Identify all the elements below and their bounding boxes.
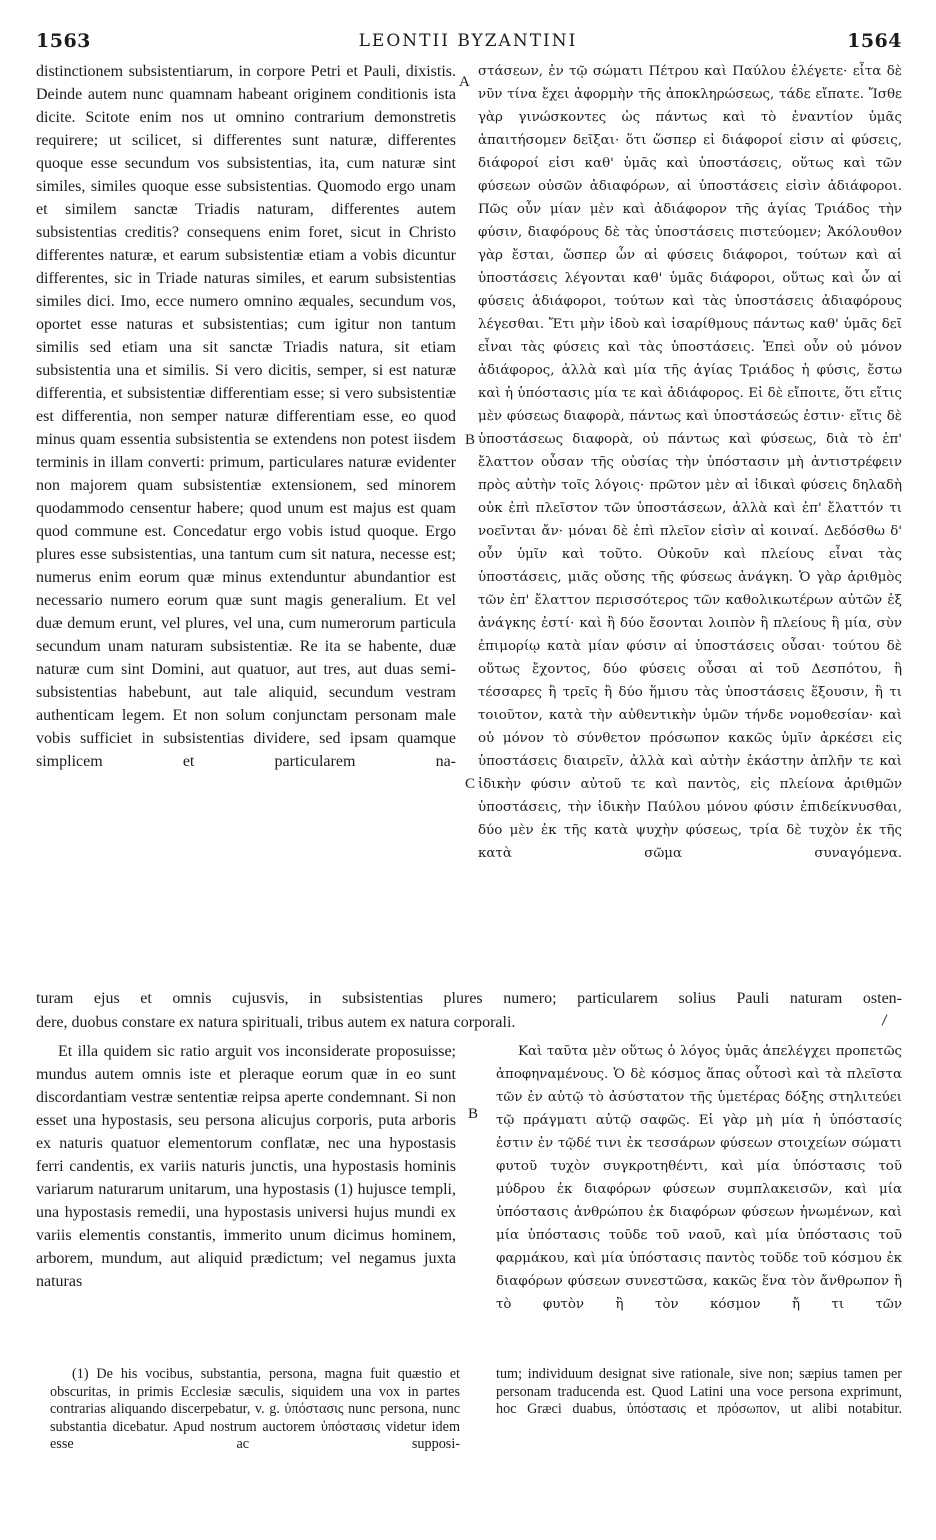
greek-column-lower: Καὶ ταῦτα μὲν οὕτως ὁ λόγος ὑμᾶς ἀπελέγχει προπετῶς ἀποφηναμένους. Ὁ δὲ κόσμος ἅπας οὗτοσὶ καὶ τὰ πλεῖστα τῶν ἐν αὐτῷ τὸ ἀσύστατον τῆς ὑμετέρας δόξης στηλιτεύει τῷ πράγματι αὐτῷ σαφῶς. Εἰ γὰρ μὴ μία ἡ ὑπόστασίς ἐστιν ἐν τῷδέ τινι ἐκ τεσσάρων φύσεων στοιχείων σώματι φυτοῦ τυχὸν συγκροτηθέντι, καὶ μία ὑπόστασις τοῦ μύδρου ἐκ διαφόρων φύσεων συμπλακεισῶν, καὶ μία ὑπόστασις ἀνθρώπου ἐκ διαφόρων φύσεων ἡνωμένων, καὶ μία ὑπόστασις τοῦδε τοῦ ναοῦ, καὶ μία ὑπόστασις τοῦ φαρμάκου, καὶ μία ὑπόστασις παντὸς τοῦδε τοῦ κόσμου ἐκ διαφόρων φύσεων συνεστῶσα, κακῶς ἕνα τὸν ἄνθρωπον ἢ τὸ φυτὸν ἢ τὸν κόσμον ἤ τι τῶν (496, 1044, 902, 1312)
latin-column-upper: distinctionem subsistentiarum, in corpore Petri et Pauli, dixistis. Deinde autem nunc quamnam habeant originem conditionis ista dicite. Scitote enim nos ut omnino contrarium demonstretis requirere; ut scilicet, si differentes sunt naturæ, differentes quoque esse secundum vos subsistentias, ita, cum naturæ sint similes, similes quoque esse subsistentias. Quomodo ergo unam et similem sanctæ Triadis naturam, differentes autem subsistentias creditis? consequens enim foret, sicut in Christo differentes naturæ, et earum subsistentiæ etiam a vobis dicuntur differentes, sic in Triade naturas similes, et earum subsistentias similes dici. Imo, ecce numero omnino æquales, secundum vos, oportet esse naturas et subsistentias; cum igitur non tantum similis sed etiam una sit sanctæ Triadis natura, sit etiam subsistentia una et similis. Si vero dicitis, semper, si est naturæ differentia, et subsistentiæ differentiam esse; si vero subsistentiæ est differentia, non semper naturæ differentiam esse, eo quod minus quam essentia subsistentia se extendens non potest iisdem terminis in illam converti: primum, particulares naturæ evidenter non majorem quam subsistentiæ extensionem, sed minorem quodammodo censentur habere; quod unum est majus est quam quod commune est. Concedatur ergo vobis istud quoque. Ergo plures esse subsistentias, una tantum cum sit natura, necesse est; numerus enim eorum quæ minus extenduntur abundantior est necessario numero eorum quæ sunt magis generalium. Et vel duæ demum erunt, vel plures, vel una, cum numerorum particula secundum unam naturam subsistentiæ. Re ita se habente, duæ naturæ cum sint Domini, aut quatuor, aut tres, aut duas semi-subsistentias habebunt, aut tale aliquid, secundum vestram authenticam legem. Et non solum conjunctam personam male vobis sufficiet in subsistentias dividere, sed ipsam quamque simplicem et particularem na- (36, 63, 456, 770)
margin-marker-c: C (465, 776, 476, 792)
left-page-number: 1563 (36, 30, 91, 52)
right-page-number: 1564 (847, 30, 902, 52)
footnote-left: (1) De his vocibus, substantia, persona, magna fuit quæstio et obscuritas, in primis Ecclesiæ sæculis, siquidem una vox in partes contrarias aliquando discerpebatur, v. g. ὑπόστασις nunc persona, nunc substantia dicebatur. Apud nostrum auctorem ὑπόστασις videtur idem esse ac supposi- (50, 1366, 460, 1452)
latin-column-lower: Et illa quidem sic ratio arguit vos inconsiderate proposuisse; mundus autem omnis iste et pleraque eorum quæ in eo sunt discordantiam vestræ sententiæ reipsa aperte condemnant. Si non esset una hypostasis, seu persona alicujus corporis, puta arboris ex naturis quatuor elementorum conflatæ, nec una hypostasis ferri candentis, ex variis naturis junctis, una hypostasis hominis variarum naturarum unitarum, una hypostasis (1) hujusce templi, una hypostasis remedii, una hypostasis universi hujus mundi ex variis elementis constantis, immerito unum dicimus hominem, arborem, mundum, aut aliquid prædictum; vel negamus juxta naturas (36, 1043, 456, 1290)
margin-marker-a: A (459, 74, 470, 90)
greek-column-upper: στάσεων, ἐν τῷ σώματι Πέτρου καὶ Παύλου ἐλέγετε· εἶτα δὲ νῦν τίνα ἔχει ἀφορμὴν τῆς ἀποκληρώσεως, τάδε εἴπατε. Ἴσθε γὰρ γινώσκοντες ὡς πάντως καὶ τὸ ἐναντίον ὑμᾶς ἀπαιτήσομεν δεῖξαι· ὅτι ὥσπερ εἰ διάφοροί εἰσιν αἱ φύσεις, διάφοροί εἰσι καθ' ὑμᾶς καὶ ὑποστάσεις, οὕτως καὶ τῶν φύσεων οὐσῶν ἀδιαφόρων, αἱ ὑποστάσεις εἰσὶν ἀδιάφοροι. Πῶς οὖν μίαν μὲν καὶ ἀδιάφορον τῆς ἁγίας Τριάδος τὴν φύσιν, διαφόρους δὲ τὰς ὑποστάσεις πιστεύομεν; Ἀκόλουθον γὰρ ἔσται, ὥσπερ ὧν αἱ φύσεις διάφοροι, τούτων καὶ αἱ ὑποστάσεις λέγονται καθ' ὑμᾶς διάφοροι, οὕτως καὶ ὧν αἱ φύσεις ἀδιάφοροι, τούτων καὶ τὰς ὑποστάσεις ἀδιαφόρους λέγεσθαι. Ἔτι μὴν ἰδοὺ καὶ ἰσαρίθμους πάντως καθ' ὑμᾶς δεῖ εἶναι τὰς φύσεις καὶ τὰς ὑποστάσεις. Ἐπεὶ οὖν οὐ μόνον ἀδιάφορος, ἀλλὰ καὶ μία τῆς ἁγίας Τριάδος ἡ φύσις, ἔστω καὶ ἡ ὑπόστασις μία τε καὶ ἀδιάφορος. Εἰ δὲ εἴποιτε, ὅτι εἴτις μὲν φύσεως διαφορὰ, πάντως καὶ ὑποστάσεώς ἐστιν· εἴτις δὲ ὑποστάσεως διαφορὰ, οὐ πάντως καὶ φύσεως, διὰ τὸ ἐπ' ἔλαττον οὖσαν τῆς οὐσίας τὴν ὑπόστασιν μὴ ἀντιστρέφειν πρὸς αὐτὴν τοῖς λόγοις· πρῶτον μὲν αἱ ἰδικαὶ φύσεις δηλαδὴ οὐκ ἐπὶ πλεῖστον τῶν ὑποστάσεων, ἀλλὰ καὶ ἐπ' ἔλαττόν τι νοεῖνται ἄν· μόναι δὲ ἐπὶ πλεῖον εἰσὶν αἱ κοιναί. Δεδόσθω δ' οὖν ὑμῖν καὶ τοῦτο. Οὐκοῦν καὶ πλείους εἶναι τὰς ὑποστάσεις, μιᾶς οὔσης τῆς φύσεως ἀνάγκη. Ὁ γὰρ ἀριθμὸς τῶν ἐπ' ἔλαττον περισσότερος τῶν καθολικωτέρων αὐτῶν ἐξ ἀνάγκης ἐστί· καὶ ἢ δύο ἔσονται λοιπὸν ἢ πλείους ἢ μία, σὺν ἐπιμορίῳ κατὰ μίαν φύσιν αἱ ὑποστάσεις οὖσαι· τούτου δὲ οὕτως ἔχοντος, δύο φύσεις οὖσαι αἱ τοῦ Δεσπότου, ἢ τέσσαρες ἢ τρεῖς ἢ δύο ἥμισυ τὰς ὑποστάσεις ἕξουσιν, ἢ τι τοιοῦτον, κατὰ τὴν αὐθεντικὴν ὑμῶν τήνδε νομοθεσίαν· καὶ οὐ μόνον τὸ σύνθετον πρόσωπον κακῶς ὑμῖν ἀρκέσει εἰς ὑποστάσεις διαιρεῖν, ἀλλὰ καὶ αὐτὴν ἑκάστην ἁπλῆν τε καὶ ἰδικὴν φύσιν αὐτοῦ τε καὶ παντὸς, εἰς πλείονα ἀριθμῶν ὑποστάσεις, τὴν ἰδικὴν Παύλου μόνου φύσιν ἐπιδείκνυσθαι, δύο μὲν ἐκ τῆς κατὰ ψυχὴν φύσεως, τρία δὲ τυχὸν ἐκ τῆς κατὰ σῶμα συναγόμενα. (478, 64, 902, 861)
full-width-line-2: dere, duobus constare ex natura spirituali, tribus autem ex natura corporali. (36, 1014, 516, 1031)
margin-marker-b: B (465, 432, 476, 448)
margin-marker-b-lower: B (468, 1106, 479, 1122)
running-title: LEONTII BYZANTINI (358, 31, 578, 51)
full-width-line-1: turam ejus et omnis cujusvis, in subsistentias plures numero; particularem solius Pauli naturam osten- (36, 990, 902, 1007)
footnote-right: tum; individuum designat sive rationale, sive non; sæpius tamen per personam traducenda est. Quod Latini una voce persona exprimunt, hoc Græci duabus, ὑπόστασις et πρόσωπον, ut alibi notabitur. (496, 1366, 902, 1417)
